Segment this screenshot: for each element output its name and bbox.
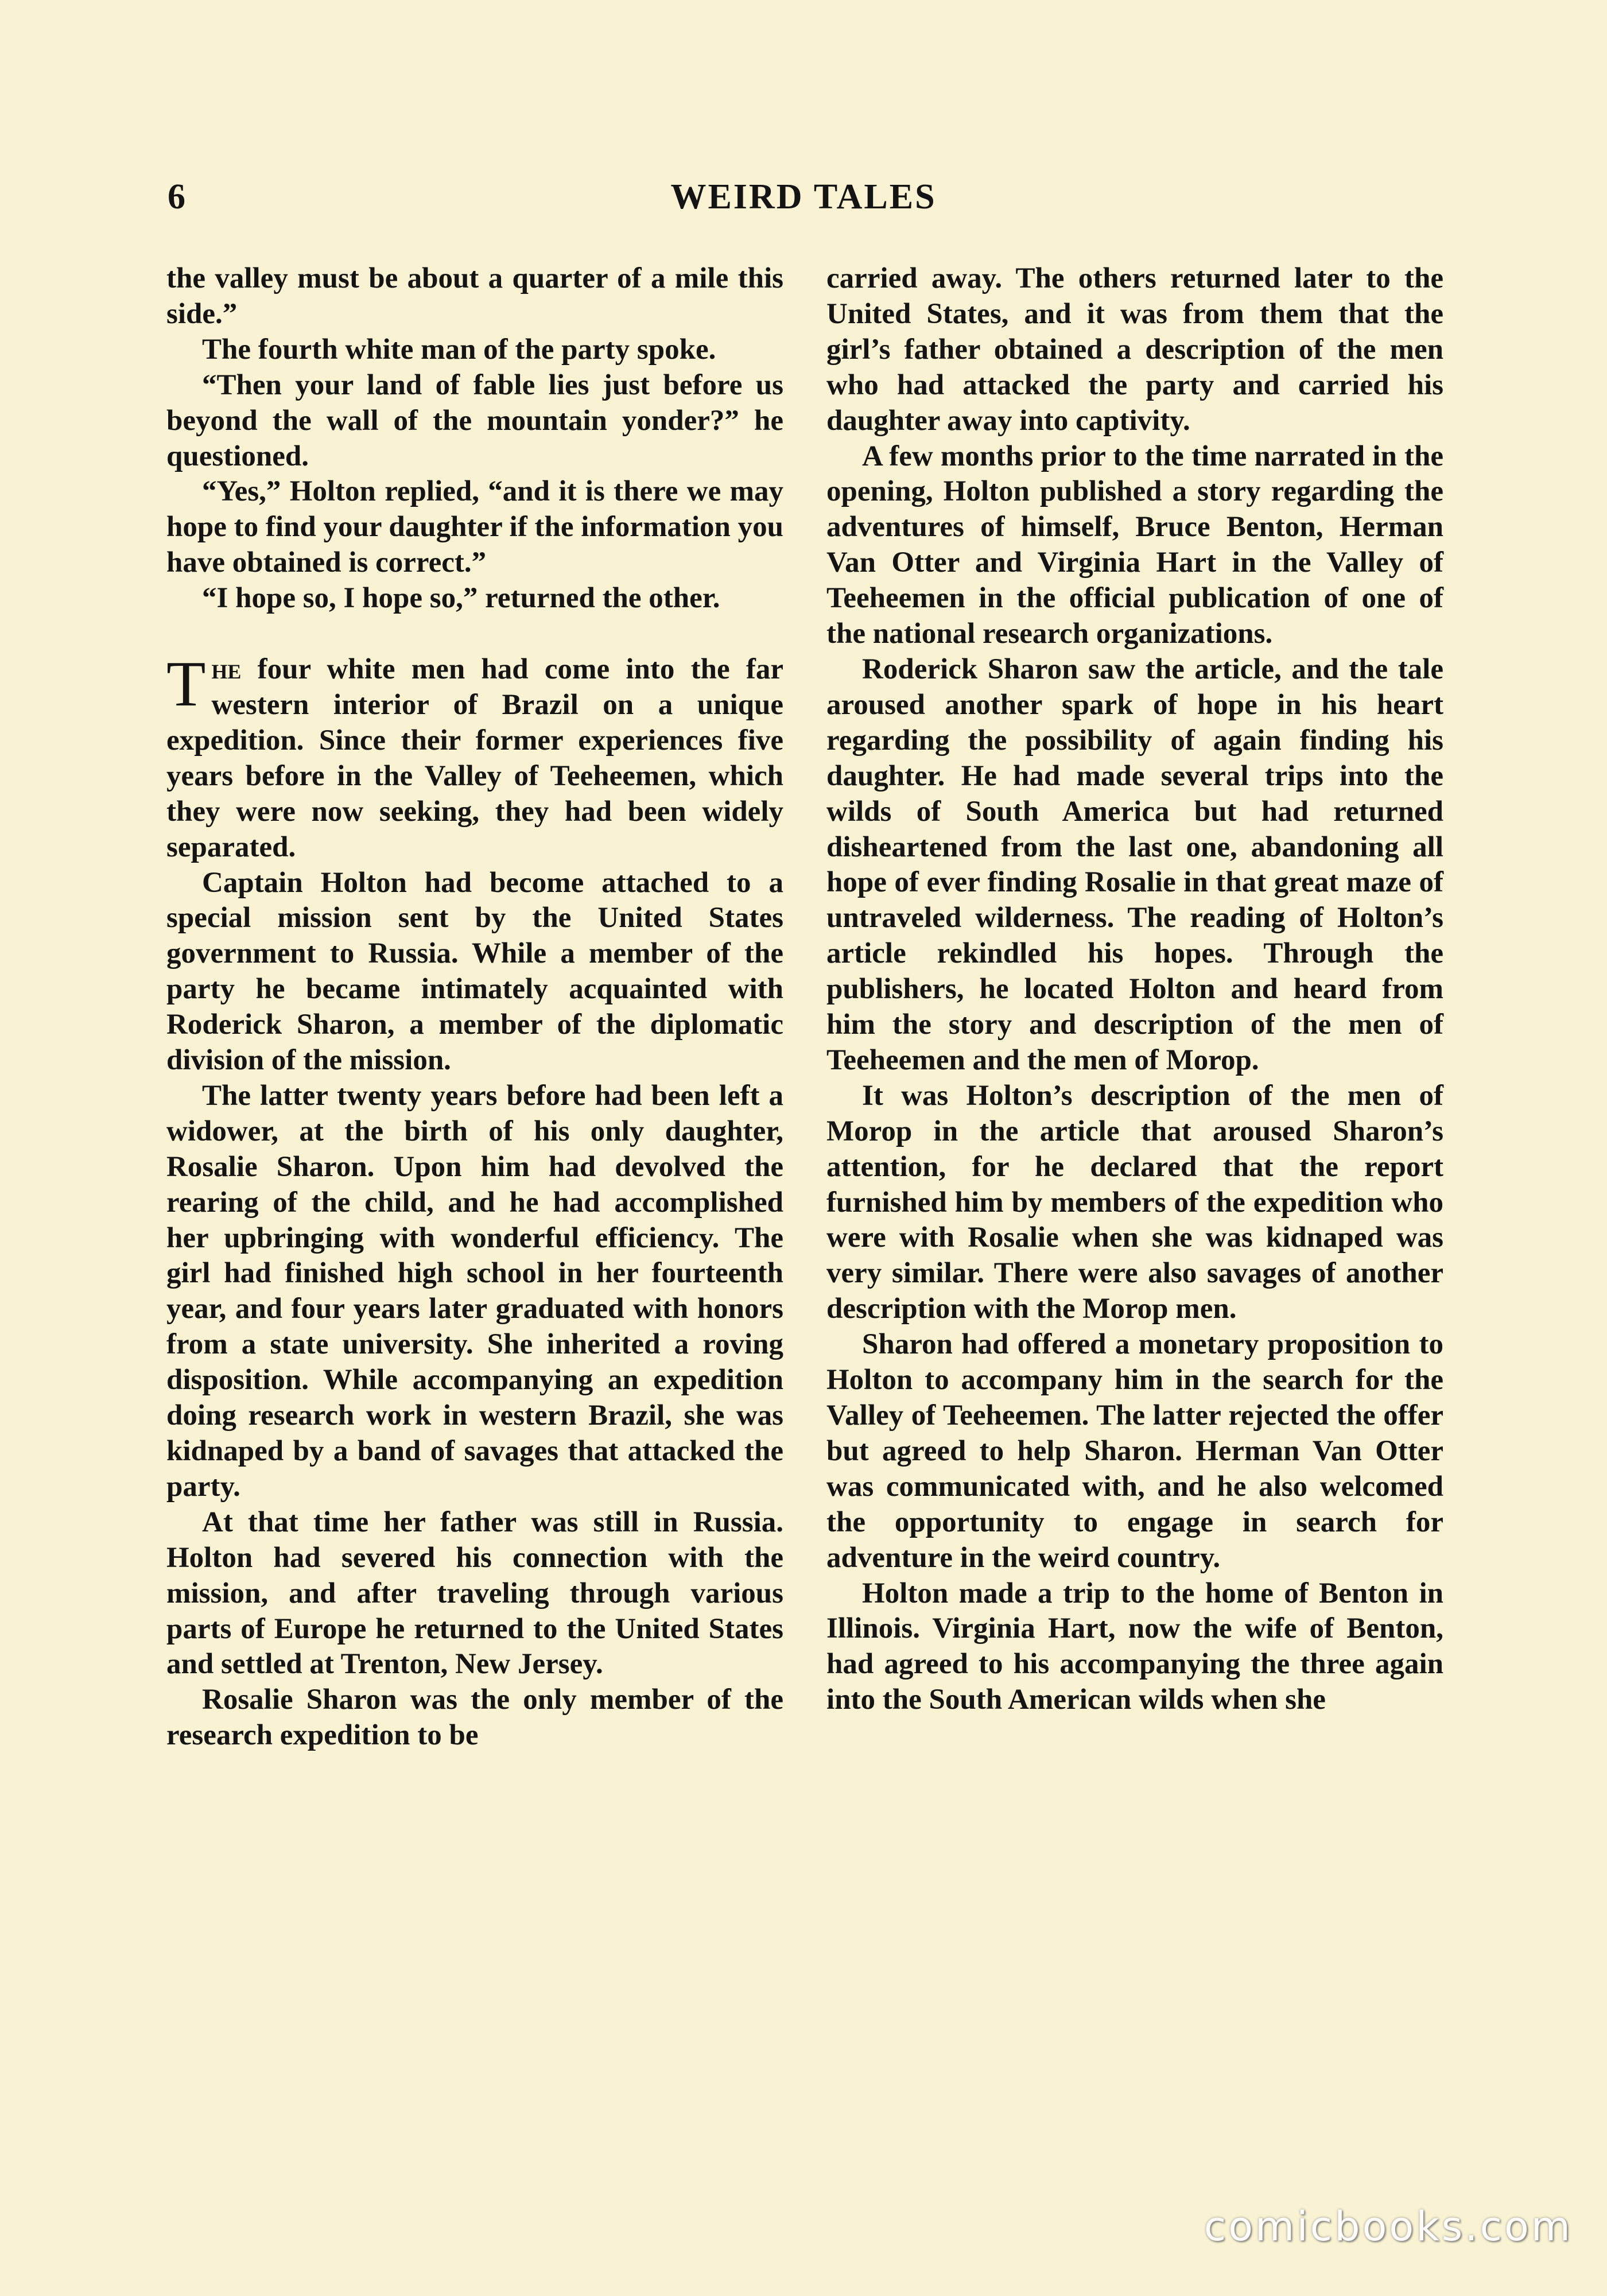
paragraph: The fourth white man of the party spoke. xyxy=(202,333,716,366)
running-head: WEIRD TALES xyxy=(670,177,937,216)
right-column xyxy=(826,261,1443,1718)
paragraph: The latter twenty years before had been left a widower, at the birth of his only daughter, Rosalie Sharon. Upon him had devolved the rearing of the child, and he had accomplished her upbringing with wonderful efficiency. The girl had finished high school in her fourteenth year, and four years later graduated with honors from a state university. She inherited a roving disposition. While accompanying an expedition doing research work in western Brazil, she was kidnaped by a band of savages that attacked the party. xyxy=(166,1079,783,1503)
small-caps-lead: he xyxy=(211,653,242,686)
section-opening-paragraph xyxy=(166,649,783,865)
paragraph: It was Holton’s description of the men of Morop in the article that aroused Sharon’s attention, for he declared that the report furnished him by members of the expedition who were with Rosalie when she was kidnaped was very similar. There were also savages of another description with the Morop men. xyxy=(826,1079,1443,1325)
page-number: 6 xyxy=(168,177,185,216)
paragraph-text: four white men had come into the far western interior of Brazil on a unique expedition. Since their former experiences five years before in the Valley of Teeheemen, which they were now seeking, they had been widely separated. xyxy=(166,653,783,863)
paragraph: “Then your land of fable lies just before us beyond the wall of the mountain yonder?” he questioned. xyxy=(166,369,783,472)
paragraph: At that time her father was still in Russia. Holton had severed his connection with the mission, and after traveling through various parts of Europe he returned to the United States and settled at Trenton, New Jersey. xyxy=(166,1506,783,1681)
paragraph: Sharon had offered a monetary proposition to Holton to accompany him in the search for the Valley of Teeheemen. The latter rejected the offer but agreed to help Sharon. Herman Van Otter was communicated with, and he also welcomed the opportunity to engage in search for adventure in the weird country. xyxy=(826,1328,1443,1574)
paragraph: the valley must be about a quarter of a mile this side.” xyxy=(166,262,783,330)
paragraph: carried away. The others returned later to the United States, and it was from them that the girl’s father obtained a description of the men who had attacked the party and carried his daughter away into captivity. xyxy=(826,262,1443,437)
paragraph: “Yes,” Holton replied, “and it is there we may hope to find your daughter if the information you have obtained is correct.” xyxy=(166,475,783,579)
drop-cap: T xyxy=(166,649,206,720)
left-column xyxy=(166,261,783,1754)
watermark: comicbooks.com xyxy=(1204,2203,1573,2250)
paragraph: Rosalie Sharon was the only member of the research expedition to be xyxy=(166,1684,783,1752)
paragraph: Holton made a trip to the home of Benton in Illinois. Virginia Hart, now the wife of Benton, had agreed to his accompanying the three again into the South American wilds when she xyxy=(826,1577,1443,1716)
paragraph: Captain Holton had become attached to a special mission sent by the United States government to Russia. While a member of the party he became intimately acquainted with Roderick Sharon, a member of the diplomatic division of the mission. xyxy=(166,866,783,1077)
paragraph: Roderick Sharon saw the article, and the tale aroused another spark of hope in his heart regarding the possibility of again finding his daughter. He had made several trips into the wilds of South America but had returned disheartened from the last one, abandoning all hope of ever finding Rosalie in that great maze of untraveled wilderness. The reading of Holton’s article rekindled his hopes. Through the publishers, he located Holton and heard from him the story and description of the men of Teeheemen and the men of Morop. xyxy=(826,653,1443,1076)
paragraph: “I hope so, I hope so,” returned the other. xyxy=(202,582,720,615)
paragraph: A few months prior to the time narrated in the opening, Holton published a story regarding the adventures of himself, Bruce Benton, Herman Van Otter and Virginia Hart in the Valley of Teeheemen in the official publication of one of the national research organizations. xyxy=(826,440,1443,650)
